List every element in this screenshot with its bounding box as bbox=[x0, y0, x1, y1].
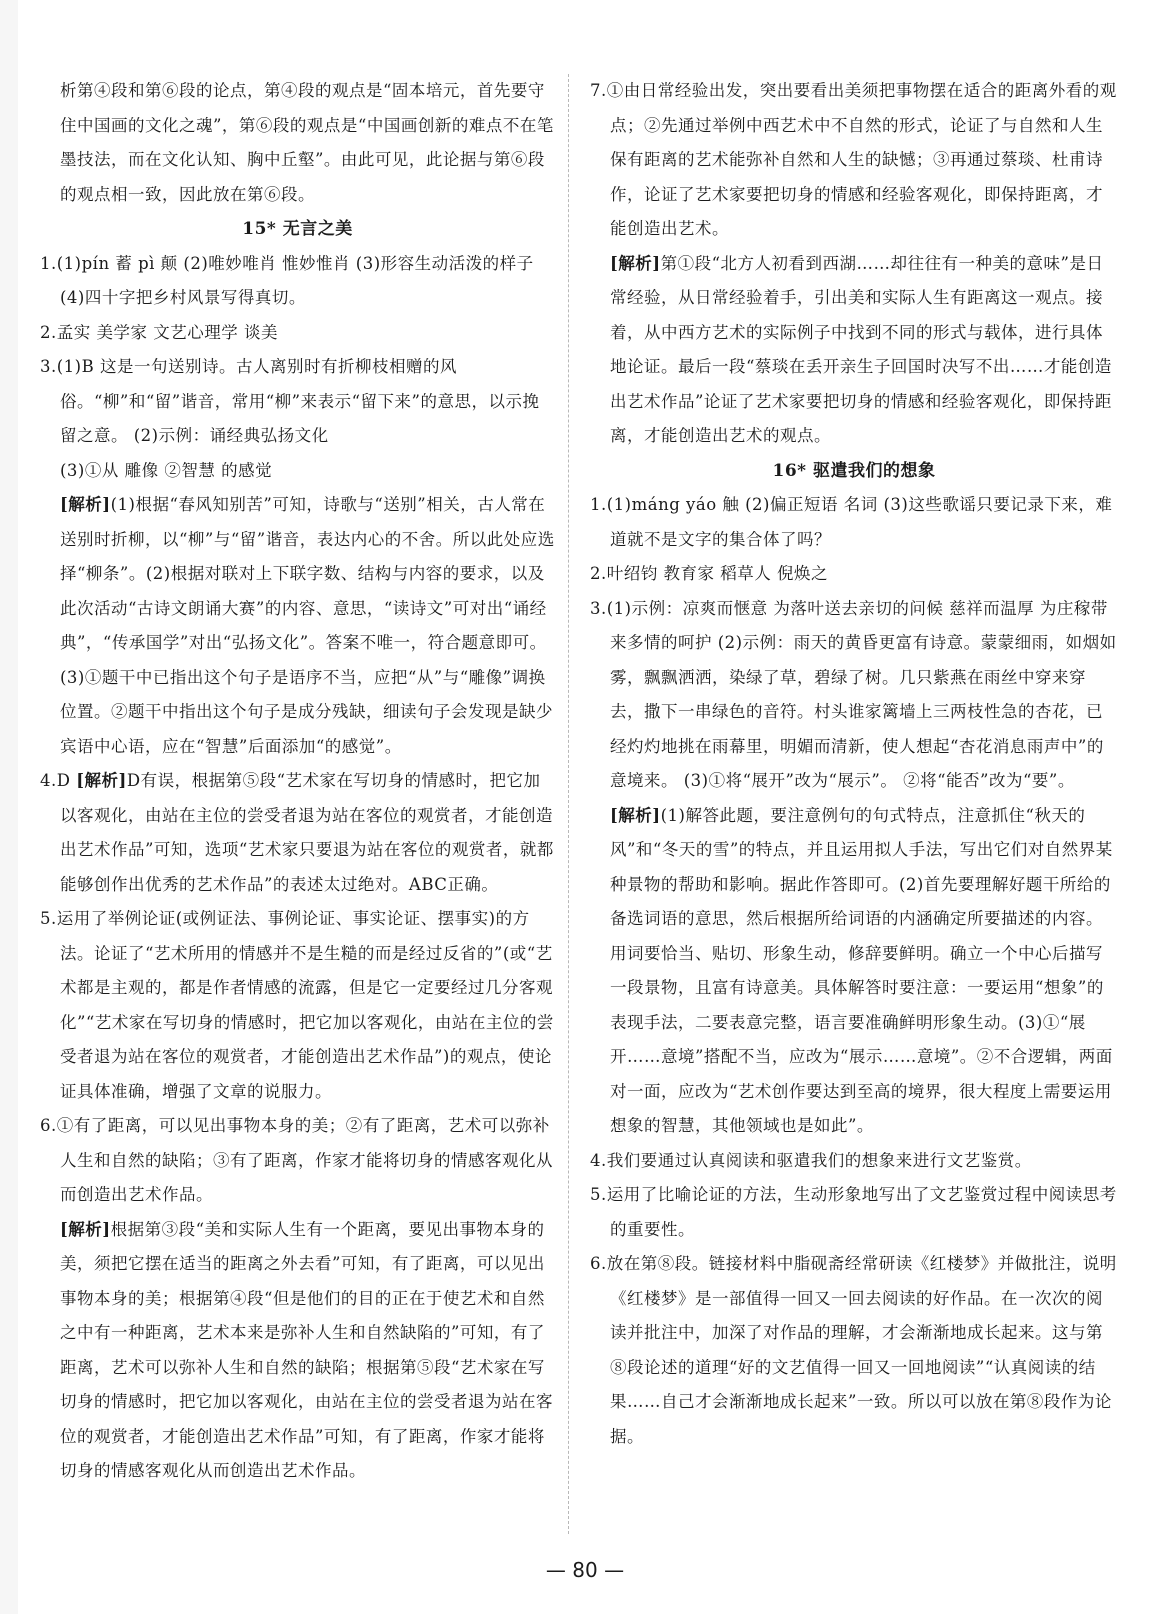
column-divider bbox=[568, 74, 569, 1534]
answer-3: 3.(1)示例：凉爽而惬意 为落叶送去亲切的问候 慈祥而温厚 为庄稼带来多情的呵护 (2)示例：雨天的黄昏更富有诗意。蒙蒙细雨，如烟如雾，飘飘洒洒，染绿了草，碧绿了树。几只紫燕在雨丝中穿来穿去，撒下一串绿色的音符。村头谁家篱墙上三两枝性急的杏花，已经灼灼地挑在雨幕里，明媚而清新，使人想起“杏花消息雨声中”的意境来。 (3)①将“展开”改为“展示”。 ②将“能否”改为“要”。 bbox=[590, 598, 1117, 790]
answer-1: 1.(1)pín 蓄 pì 颠 (2)唯妙唯肖 惟妙惟肖 (3)形容生动活泼的样子 (4)四十字把乡村风景写得真切。 bbox=[40, 253, 534, 307]
section-title-16: 16* 驱遣我们的想象 bbox=[772, 460, 936, 481]
answer-4: 4.我们要通过认真阅读和驱遣我们的想象来进行文艺鉴赏。 bbox=[590, 1150, 1032, 1170]
intro-paragraph: 析第④段和第⑥段的论点，第④段的观点是“固本培元，首先要守住中国画的文化之魂”，第⑥段的观点是“中国画创新的难点不在笔墨技法，而在文化认知、胸中丘壑”。由此可见，此论据与第⑥段的观点相一致，因此放在第⑥段。 bbox=[60, 81, 554, 204]
answer-5: 5.运用了举例论证(或例证法、事例论证、事实论证、摆事实)的方法。论证了“艺术所用的情感并不是生糙的而是经过反省的”(或“艺术都是主观的，都是作者情感的流露，但是它一定要经过几分客观化”“艺术家在写切身的情感时，把它加以客观化，由站在主位的尝受者退为站在客位的观赏者，才能创造出艺术作品”)的观点，使论证具体准确，增强了文章的说服力。 bbox=[40, 909, 554, 1101]
answer-5: 5.运用了比喻论证的方法，生动形象地写出了文艺鉴赏过程中阅读思考的重要性。 bbox=[590, 1185, 1117, 1239]
answer-4-head: 4.D bbox=[40, 771, 77, 790]
answer-3-part3: (3)①从 雕像 ②智慧 的感觉 bbox=[60, 460, 273, 480]
analysis-tag: [解析] bbox=[60, 495, 111, 514]
analysis-3 bbox=[590, 799, 1118, 1144]
answer-4 bbox=[40, 764, 555, 902]
analysis-text: (1)解答此题，要注意例句的句式特点，注意抓住“秋天的风”和“冬天的雪”的特点，并且运用拟人手法，写出它们对自然界某种景物的帮助和影响。据此作答即可。(2)首先要理解好题干所给的备选词语的意思，然后根据所给词语的内涵确定所要描述的内容。用词要恰当、贴切、形象生动，修辞要鲜明。确立一个中心后描写一段景物，且富有诗意美。具体解答时要注意：一要运用“想象”的表现手法，二要表意完整，语言要准确鲜明形象生动。(3)①“展开……意境”搭配不当，应改为“展示……意境”。②不合逻辑，两面对一面，应改为“艺术创作要达到至高的境界，很大程度上需要运用想象的智慧，其他领域也是如此”。 bbox=[610, 805, 1113, 1135]
answer-6: 6.①有了距离，可以见出事物本身的美；②有了距离，艺术可以弥补人生和自然的缺陷；③有了距离，作家才能将切身的情感客观化从而创造出艺术作品。 bbox=[40, 1116, 553, 1204]
answer-7: 7.①由日常经验出发，突出要看出美须把事物摆在适合的距离外看的观点；②先通过举例中西艺术中不自然的形式，论证了与自然和人生保有距离的艺术能弥补自然和人生的缺憾；③再通过蔡琰、杜甫诗作，论证了艺术家要把切身的情感和经验客观化，即保持距离，才能创造出艺术。 bbox=[590, 81, 1117, 238]
analysis-tag: [解析] bbox=[60, 1219, 111, 1239]
analysis-6 bbox=[40, 1213, 555, 1489]
analysis-text: 根据第③段“美和实际人生有一个距离，要见出事物本身的美，须把它摆在适当的距离之外去看”可知，有了距离，可以见出事物本身的美；根据第④段“但是他们的目的正在于使艺术和自然之中有一种距离，艺术本来是弥补人生和自然缺陷的”可知，有了距离，艺术可以弥补人生和自然的缺陷；根据第⑤段“艺术家在写切身的情感时，把它加以客观化，由站在主位的尝受者退为站在客位的观赏者，才能创造出艺术作品”可知，有了距离，作家才能将切身的情感客观化从而创造出艺术作品。 bbox=[60, 1219, 553, 1480]
analysis-tag: [解析] bbox=[610, 805, 661, 825]
analysis-3 bbox=[40, 488, 555, 764]
answer-1: 1.(1)máng yáo 触 (2)偏正短语 名词 (3)这些歌谣只要记录下来，难道就不是文字的集合体了吗？ bbox=[590, 495, 1113, 549]
section-title-15: 15* 无言之美 bbox=[242, 219, 353, 239]
analysis-text: (1)根据“春风知别苦”可知，诗歌与“送别”相关，古人常在送别时折柳，以“柳”与“留”谐音，表达内心的不舍。所以此处应选择“柳条”。(2)根据对联对上下联字数、结构与内容的要求，以及此次活动“古诗文朗诵大赛”的内容、意思，“读诗文”可对出“诵经典”，“传承国学”对出“弘扬文化”。答案不唯一，符合题意即可。(3)①题干中已指出这个句子是语序不当，应把“从”与“雕像”调换位置。②题干中指出这个句子是成分残缺，细读句子会发现是缺少宾语中心语，应在“智慧”后面添加“的感觉”。 bbox=[60, 495, 555, 756]
answer-3: 3.(1)B 这是一句送别诗。古人离别时有折柳枝相赠的风俗。“柳”和“留”谐音，常用“柳”来表示“留下来”的意思，以示挽留之意。 (2)示例：诵经典弘扬文化 bbox=[40, 357, 540, 445]
answer-6: 6.放在第⑧段。链接材料中脂砚斋经常研读《红楼梦》并做批注，说明《红楼梦》是一部值得一回又一回去阅读的好作品。在一次次的阅读并批注中，加深了对作品的理解，才会渐渐地成长起来。这与第⑧段论述的道理“好的文艺值得一回又一回地阅读”“认真阅读的结果……自己才会渐渐地成长起来”一致。所以可以放在第⑧段作为论据。 bbox=[590, 1254, 1117, 1446]
analysis-text: 第①段“北方人初看到西湖……却往往有一种美的意味”是日常经验，从日常经验着手，引出美和实际人生有距离这一观点。接着，从中西方艺术的实际例子中找到不同的形式与载体，进行具体地论证。最后一段“蔡琰在丢开亲生子回国时决写不出……才能创造出艺术作品”论证了艺术家要把切身的情感和经验客观化，即保持距离，才能创造出艺术的观点。 bbox=[610, 253, 1112, 445]
analysis-7 bbox=[590, 247, 1118, 454]
right-column bbox=[590, 74, 1118, 1454]
answer-4-body: D有误，根据第⑤段“艺术家在写切身的情感时，把它加以客观化，由站在主位的尝受者退为站在客位的观赏者，才能创造出艺术作品”可知，选项“艺术家只要退为站在客位的观赏者，就都能够创作出优秀的艺术作品”的表述太过绝对。ABC正确。 bbox=[60, 771, 554, 894]
analysis-tag: [解析] bbox=[76, 771, 127, 790]
binding-margin bbox=[0, 0, 18, 1614]
answer-2: 2.叶绍钧 教育家 稻草人 倪焕之 bbox=[590, 564, 828, 583]
left-column bbox=[40, 74, 555, 1489]
page-number: — 80 — bbox=[545, 1558, 625, 1582]
answer-2: 2.孟实 美学家 文艺心理学 谈美 bbox=[40, 322, 278, 342]
analysis-tag: [解析] bbox=[610, 253, 661, 273]
